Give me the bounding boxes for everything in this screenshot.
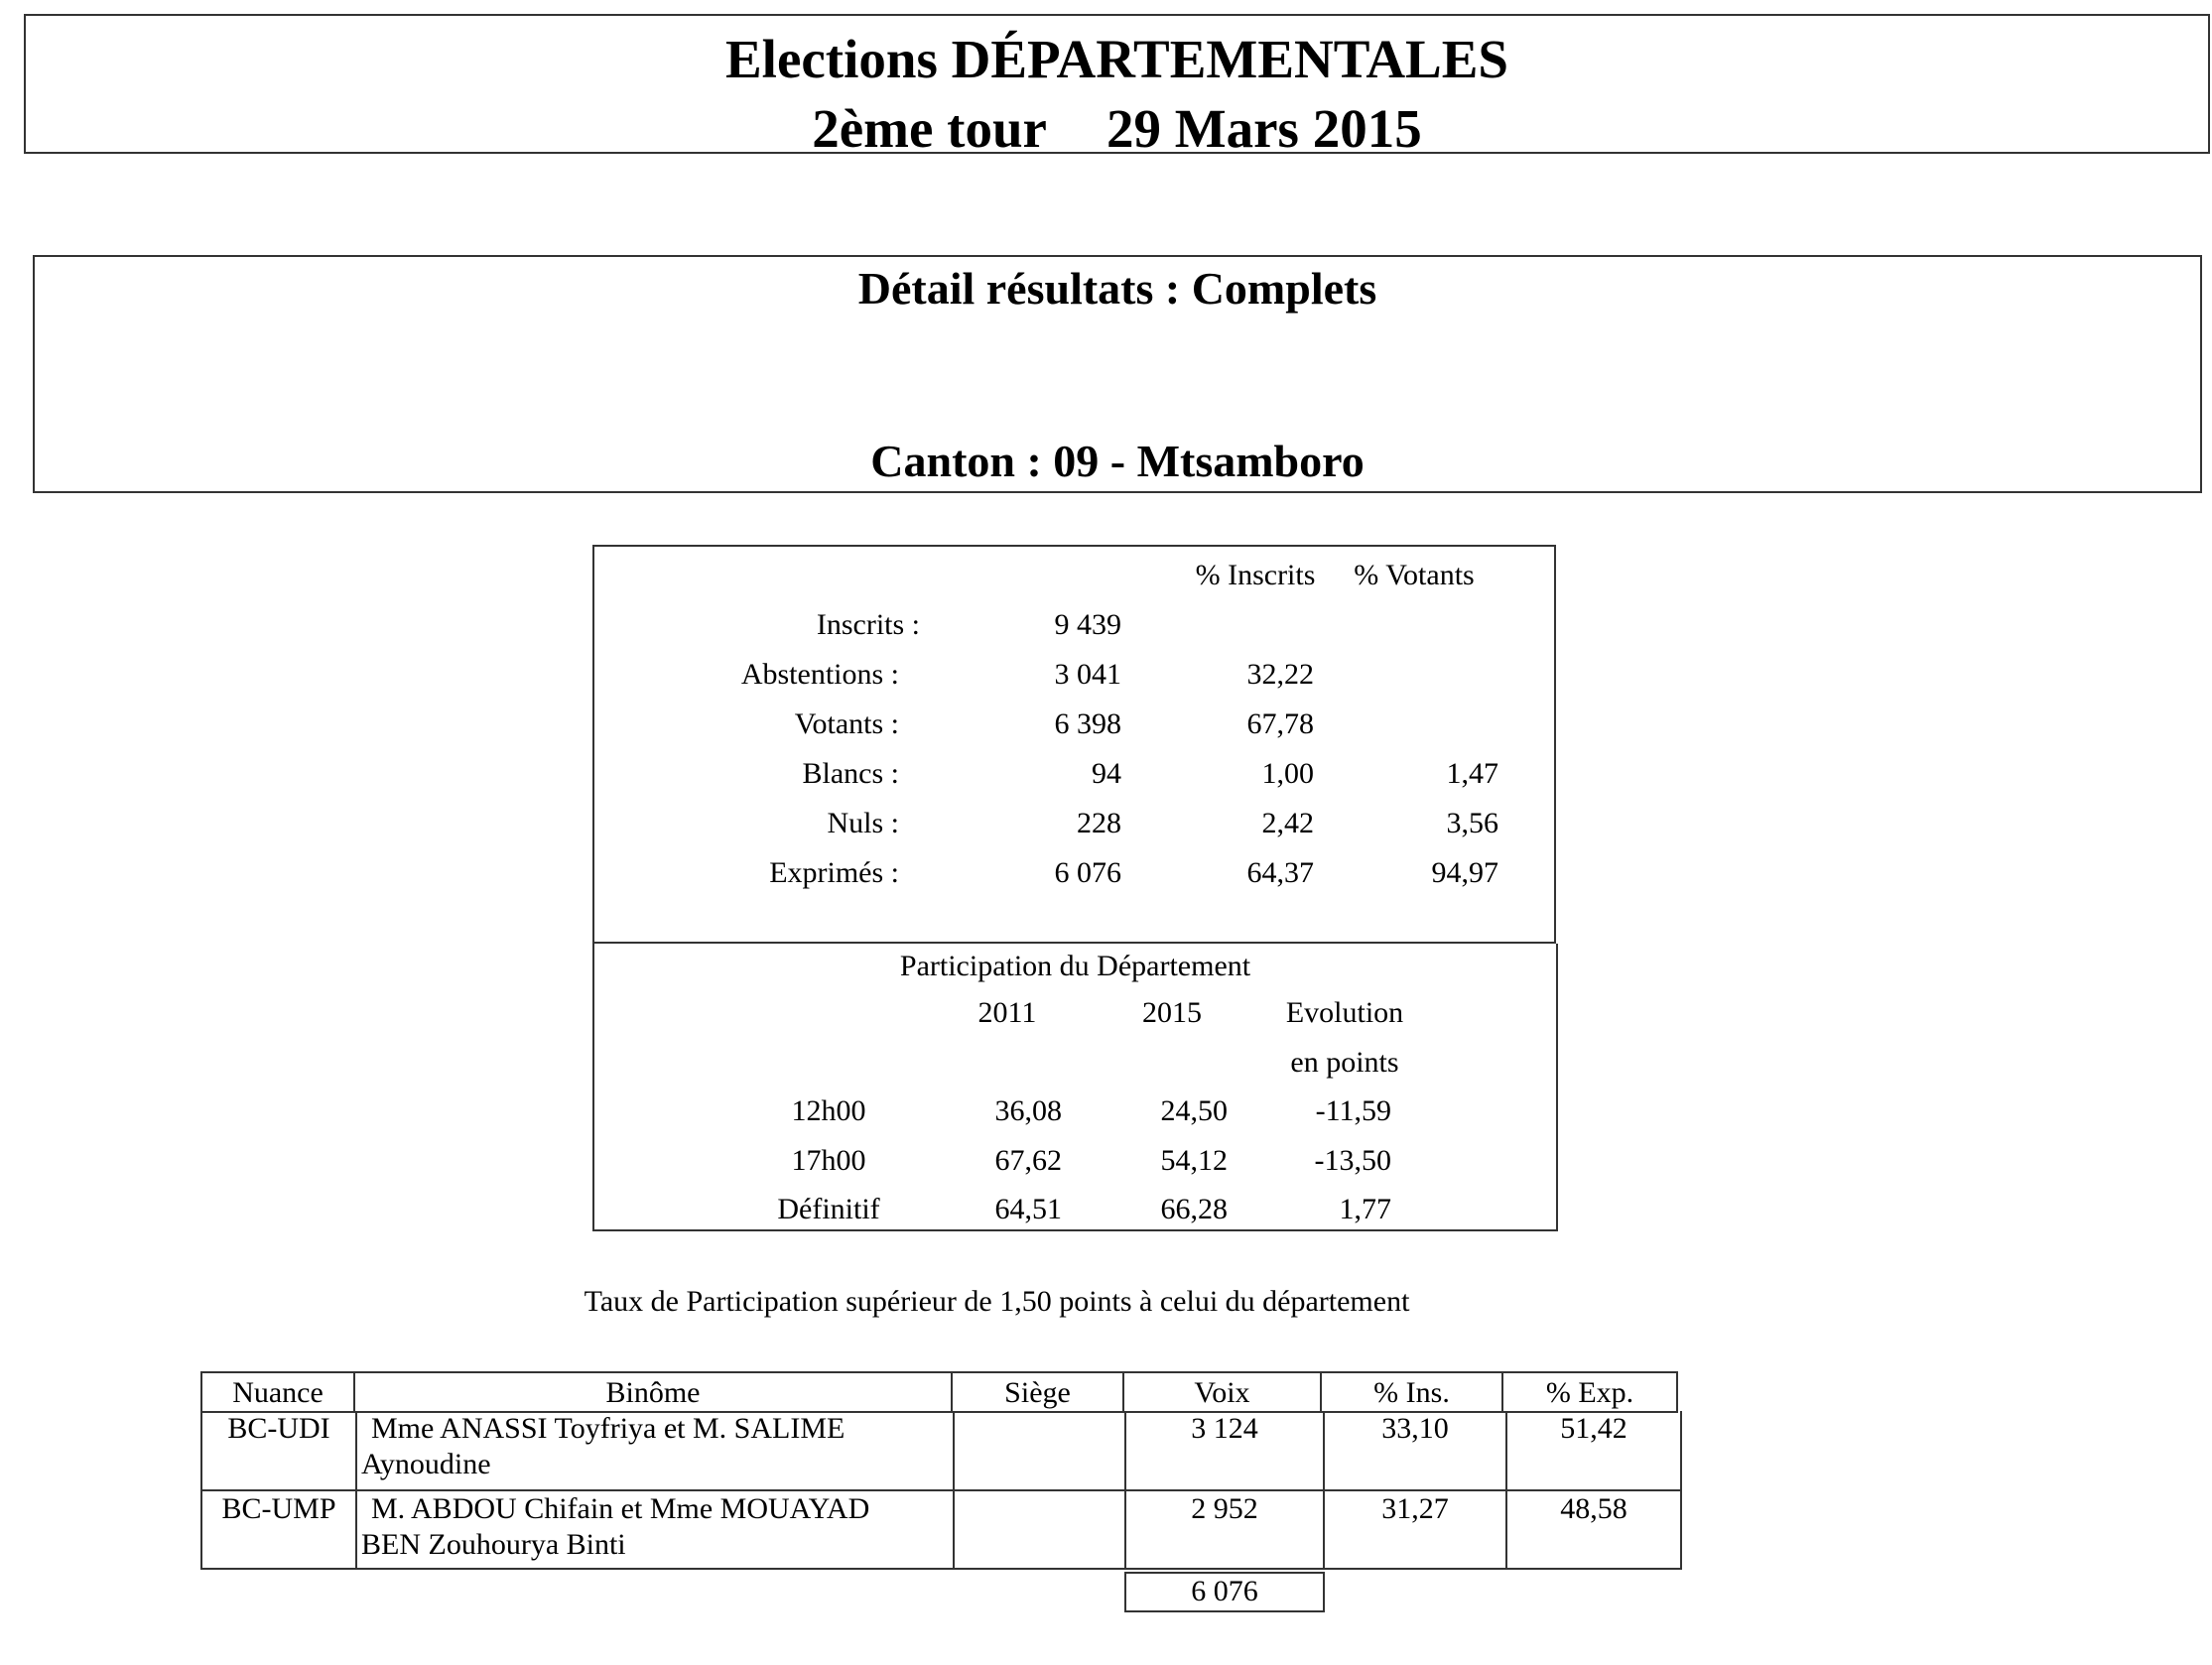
participation-evolution: -13,50 <box>1314 1144 1391 1177</box>
siege-cell <box>953 1489 1126 1570</box>
binome-line1: Mme ANASSI Toyfriya et M. SALIME <box>371 1412 846 1445</box>
col-header-pct-inscrits: % Inscrits <box>1195 559 1316 591</box>
participation-2015: 24,50 <box>1160 1094 1228 1127</box>
binome-line2: Aynoudine <box>361 1448 491 1480</box>
header-siege: Siège <box>951 1371 1124 1413</box>
stats-value: 3 041 <box>1054 658 1121 691</box>
election-round-date <box>26 99 2208 159</box>
stats-pct-votants: 94,97 <box>1431 856 1498 889</box>
election-title: Elections DÉPARTEMENTALES <box>724 29 1508 89</box>
voix-cell: 3 124 <box>1124 1411 1325 1491</box>
col-header-evolution: Evolution <box>1285 996 1404 1029</box>
pct-ins-cell: 31,27 <box>1323 1489 1507 1570</box>
stats-pct-inscrits: 2,42 <box>1261 807 1314 839</box>
detail-title: Détail résultats : Complets <box>857 263 1377 314</box>
stats-value: 9 439 <box>1054 608 1121 641</box>
election-date: 29 Mars 2015 <box>1106 98 1422 159</box>
total-voix-cell: 6 076 <box>1124 1572 1325 1612</box>
stats-label: Blancs : <box>802 757 899 790</box>
participation-title: Participation du Département <box>899 950 1251 982</box>
participation-label: Définitif <box>777 1193 880 1225</box>
stats-value: 6 076 <box>1054 856 1121 889</box>
header-binome: Binôme <box>353 1371 953 1413</box>
stats-value: 228 <box>1077 807 1121 839</box>
participation-2015: 54,12 <box>1160 1144 1228 1177</box>
participation-note: Taux de Participation supérieur de 1,50 points à celui du département <box>584 1285 1410 1318</box>
detail-box <box>33 255 2202 493</box>
canton-name: Canton : 09 - Mtsamboro <box>870 436 1365 486</box>
stats-value: 6 398 <box>1054 707 1121 740</box>
col-header-2011: 2011 <box>977 996 1037 1029</box>
stats-pct-inscrits: 67,78 <box>1246 707 1314 740</box>
col-header-en-points: en points <box>1290 1046 1399 1079</box>
header-pct-ins: % Ins. <box>1320 1371 1503 1413</box>
participation-evolution: 1,77 <box>1339 1193 1391 1225</box>
stats-pct-inscrits: 1,00 <box>1261 757 1314 790</box>
nuance-cell: BC-UMP <box>200 1489 357 1570</box>
stats-pct-inscrits: 32,22 <box>1246 658 1314 691</box>
election-round: 2ème tour <box>812 98 1047 159</box>
header-voix: Voix <box>1122 1371 1322 1413</box>
header-pct-exp: % Exp. <box>1501 1371 1678 1413</box>
stats-label: Exprimés : <box>769 856 899 889</box>
binome-cell <box>355 1411 955 1491</box>
col-header-pct-votants: % Votants <box>1354 559 1475 591</box>
nuance-cell: BC-UDI <box>200 1411 357 1491</box>
stats-pct-votants: 1,47 <box>1446 757 1498 790</box>
header-box <box>24 14 2210 159</box>
stats-pct-votants: 3,56 <box>1446 807 1498 839</box>
stats-pct-inscrits: 64,37 <box>1246 856 1314 889</box>
pct-ins-cell: 33,10 <box>1323 1411 1507 1491</box>
header-nuance: Nuance <box>200 1371 355 1413</box>
stats-label: Votants : <box>794 707 899 740</box>
siege-cell <box>953 1411 1126 1491</box>
pct-exp-cell: 48,58 <box>1505 1489 1682 1570</box>
voix-cell: 2 952 <box>1124 1489 1325 1570</box>
participation-evolution: -11,59 <box>1315 1094 1391 1127</box>
participation-label: 12h00 <box>791 1094 866 1127</box>
pct-exp-cell: 51,42 <box>1505 1411 1682 1491</box>
stats-value: 94 <box>1092 757 1121 790</box>
stats-label: Abstentions : <box>740 658 899 691</box>
stats-label: Inscrits : <box>816 608 920 641</box>
participation-2015: 66,28 <box>1160 1193 1228 1225</box>
participation-label: 17h00 <box>791 1144 866 1177</box>
participation-table <box>592 944 1558 1231</box>
binome-line2: BEN Zouhourya Binti <box>361 1528 626 1561</box>
participation-2011: 36,08 <box>994 1094 1062 1127</box>
binome-line1: M. ABDOU Chifain et Mme MOUAYAD <box>371 1492 870 1525</box>
participation-2011: 67,62 <box>994 1144 1062 1177</box>
binome-cell <box>355 1489 955 1570</box>
participation-2011: 64,51 <box>994 1193 1062 1225</box>
stats-label: Nuls : <box>827 807 899 839</box>
col-header-2015: 2015 <box>1142 996 1202 1029</box>
